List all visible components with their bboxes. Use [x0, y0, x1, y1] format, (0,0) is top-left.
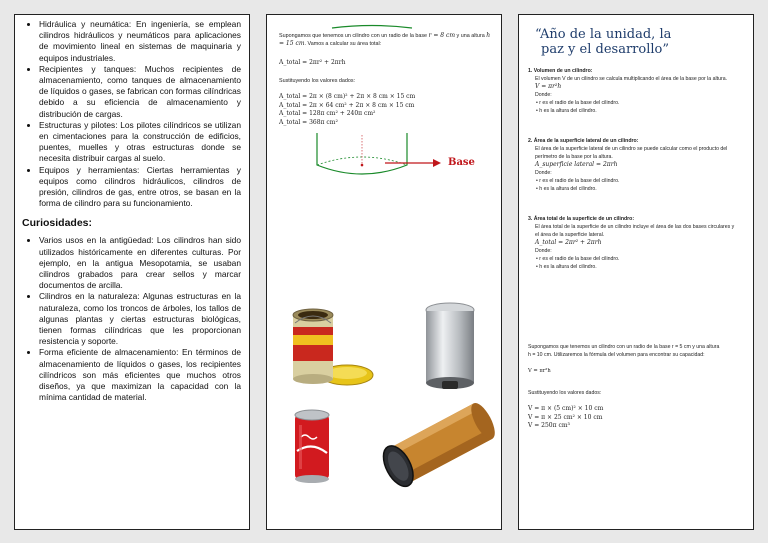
- panel-applications: [14, 14, 250, 530]
- paint-can-image: [281, 305, 381, 395]
- list-item: • h es la altura del cilindro.: [536, 108, 597, 114]
- subst-label: Sustituyendo los valores dados:: [528, 390, 602, 396]
- list-item: • Forma eficiente de almacenamiento: En términos de almacenamiento de líquidos o gases, los recipientes cilíndricos son más eficientes que muchos otros diseños, ya que maximizan la capacidad con la mínima cantidad de material.: [39, 347, 241, 403]
- volume-example: Supongamos que tenemos un cilindro con un radio de la base r = 5 cm y una altura h = 10 cm. Utilizaremos la fórmula del volumen para encontrar su capacidad:: [528, 344, 720, 358]
- area-steps: [279, 93, 495, 127]
- step-line: V = 250π cm³: [528, 422, 570, 429]
- list-item: • Hidráulica y neumática: En ingeniería, se emplean cilindros hidráulicos y neumáticos para aplicaciones de movimiento lineal en sistemas de maquinaria y equipos industriales.: [39, 19, 241, 64]
- step-line: A_total = 2π × 64 cm² + 2π × 8 cm × 15 cm: [279, 101, 415, 109]
- list-item: • Recipientes y tanques: Muchos recipientes de almacenamiento, como tanques de almacenamiento de líquidos o gases, se fabrican con formas cilíndricas debido a su eficiencia de almacenamiento y distribución de cargas.: [39, 64, 241, 120]
- list-item: • h es la altura del cilindro.: [536, 264, 597, 270]
- document-title: “Año de la unidad, la paz y el desarrollo”: [535, 27, 672, 57]
- panel-example-area: [266, 14, 502, 530]
- list-item: • r es el radio de la base del cilindro.: [536, 100, 620, 106]
- example-intro: Supongamos que tenemos un cilindro con un radio de la base r = 8 cm y una altura h = 15 cm. Vamos a calcular su área total:: [279, 32, 491, 47]
- step-line: A_total = 2π × (8 cm)² + 2π × 8 cm × 15 cm: [279, 93, 416, 100]
- area-formula: A_total = 2πr² + 2πrh: [279, 59, 346, 66]
- list-item: • r es el radio de la base del cilindro.: [536, 178, 620, 184]
- center-dot: [361, 164, 364, 167]
- soda-can-image: [289, 407, 339, 487]
- section-total-area: 3. Área total de la superficie de un cilindro: El área total de la superficie de un cilindro incluye el área de las dos bases circulares y el área de la superficie lateral. A_total = 2πr² + 2πrh Donde: • r es el radio de la base del cilindro. • h es la altura del cilindro.: [528, 215, 750, 271]
- trash-bin-image: [417, 299, 487, 399]
- step-line: A_total = 128π cm² + 240π cm²: [279, 110, 376, 117]
- list-item: • Estructuras y pilotes: Los pilotes cilíndricos se utilizan en cimentaciones para la construcción de edificios, puentes, muelles y otras estructuras donde se necesita distribuir cargas al suelo.: [39, 120, 241, 165]
- section-heading: 2. Área de la superficie lateral de un cilindro:: [528, 138, 639, 144]
- step-line: V = π × (5 cm)² × 10 cm: [528, 405, 604, 412]
- section-heading: 1. Volumen de un cilindro:: [528, 68, 593, 74]
- curiosidades-list: [15, 235, 249, 403]
- section-volume: 1. Volumen de un cilindro: El volumen V de un cilindro se calcula multiplicando el área de la base por la altura. V = πr²h Donde: • r es el radio de la base del cilindro. • h es la altura del cilindro.: [528, 67, 750, 115]
- step-line: V = π × 25 cm² × 10 cm: [528, 413, 603, 421]
- base-label: Base: [448, 157, 475, 168]
- section-lateral-area: 2. Área de la superficie lateral de un cilindro: El área de la superficie lateral de un cilindro se puede calcular como el producto del perímetro de la base por la altura. A_superficie lateral = 2πrh Donde: • r es el radio de la base del cilindro. • h es la altura del cilindro.: [528, 137, 750, 193]
- list-item: • Equipos y herramientas: Ciertas herramientas y equipos como cilindros hidráulicos, cilindros de presión, cilindros de gas, entre otros, se basan en la forma de cilindro para su funcionamiento.: [39, 165, 241, 210]
- applications-list: [15, 19, 249, 209]
- list-item: • r es el radio de la base del cilindro.: [536, 256, 620, 262]
- subst-label: Sustituyendo los valores dados:: [279, 78, 356, 84]
- list-item: • h es la altura del cilindro.: [536, 186, 597, 192]
- panel-formulas: [518, 14, 754, 530]
- drum-image: [379, 393, 497, 497]
- section-heading: 3. Área total de la superficie de un cilindro:: [528, 216, 635, 222]
- step-line: A_total = 368π cm²: [279, 118, 338, 126]
- volume-steps: [528, 405, 750, 431]
- volume-formula: V = πr²h: [528, 368, 551, 374]
- base-arrow-head: [433, 159, 441, 167]
- list-item: • Varios usos en la antigüedad: Los cilindros han sido utilizados históricamente en diferentes culturas. Por ejemplo, en la antigua Mesopotamia, se usaban cilindros grabados para crear sellos y marcar documentos de arcilla.: [39, 235, 241, 291]
- list-item: • Cilindros en la naturaleza: Algunas estructuras en la naturaleza, como los troncos de árboles, los tallos de algunas plantas y ciertas estructuras biológicas, tienen formas cilíndricas que les proporcionan resistencia y soporte.: [39, 291, 241, 347]
- curiosidades-heading: Curiosidades:: [22, 217, 93, 230]
